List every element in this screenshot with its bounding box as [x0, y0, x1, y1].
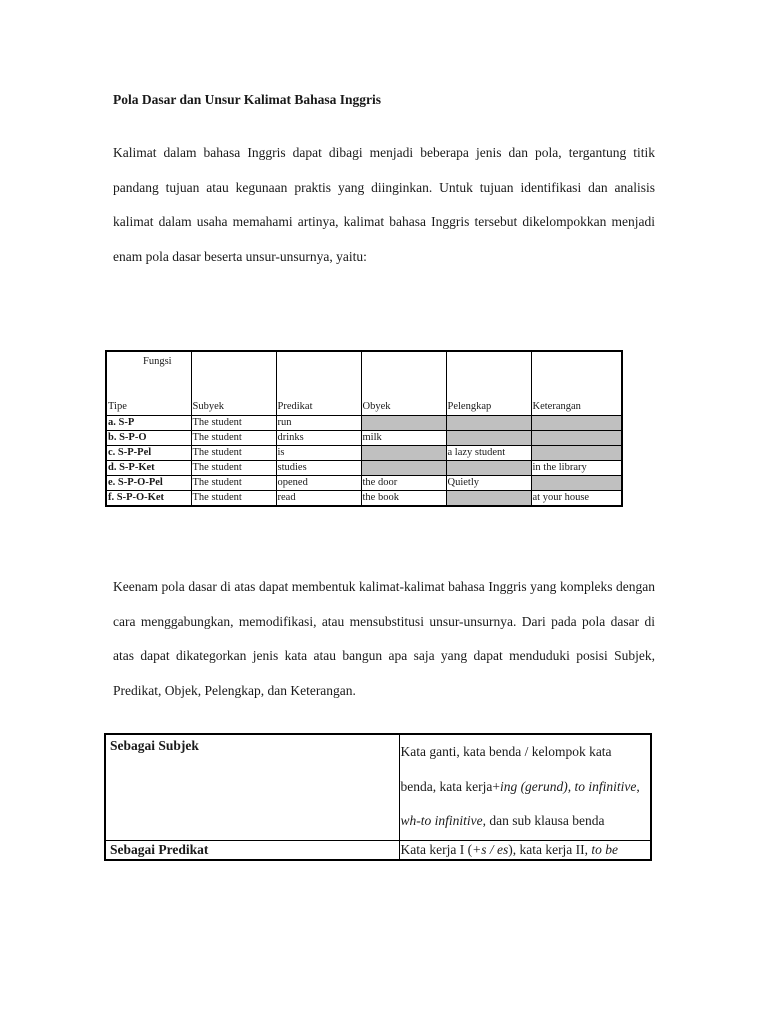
column-header-predikat: Predikat	[276, 351, 361, 416]
pattern-type-cell: d. S-P-Ket	[106, 461, 191, 476]
pattern-cell-pelengkap	[446, 416, 531, 431]
pattern-cell-keterangan	[531, 416, 622, 431]
sentence-pattern-table	[105, 350, 623, 507]
intro-paragraph: Kalimat dalam bahasa Inggris dapat dibagi menjadi beberapa jenis dan pola, tergantung titik pandang tujuan atau kegunaan praktis yang diinginkan. Untuk tujuan identifikasi dan analisis kalimat dalam usaha memahami artinya, kalimat bahasa Inggris tersebut dikelompokkan menjadi enam pola dasar beserta unsur-unsurnya, yaitu:	[113, 145, 655, 265]
column-header-obyek: Obyek	[361, 351, 446, 416]
pattern-table-body	[106, 416, 622, 507]
pattern-row	[106, 446, 622, 461]
pattern-cell-subyek: The student	[191, 446, 276, 461]
pattern-cell-predikat: studies	[276, 461, 361, 476]
pattern-type-cell: e. S-P-O-Pel	[106, 476, 191, 491]
pattern-cell-obyek	[361, 416, 446, 431]
word-class-row-predikat	[105, 841, 651, 861]
pattern-cell-pelengkap	[446, 461, 531, 476]
pattern-cell-subyek: The student	[191, 431, 276, 446]
description-text-part: wh-to infinitive	[400, 813, 483, 829]
pattern-cell-pelengkap: a lazy student	[446, 446, 531, 461]
description-text-part: Kata kerja I (	[400, 842, 473, 858]
pattern-cell-subyek: The student	[191, 476, 276, 491]
pattern-cell-obyek	[361, 461, 446, 476]
pattern-cell-obyek: milk	[361, 431, 446, 446]
pattern-cell-predikat: is	[276, 446, 361, 461]
pattern-cell-predikat: drinks	[276, 431, 361, 446]
role-cell-subjek: Sebagai Subjek	[105, 734, 399, 841]
pattern-cell-obyek	[361, 446, 446, 461]
corner-header-cell	[106, 351, 191, 416]
pattern-row	[106, 431, 622, 446]
pattern-cell-keterangan: at your house	[531, 491, 622, 507]
word-class-table	[104, 733, 652, 861]
description-text-part: , dan sub klausa benda	[482, 813, 605, 829]
description-cell-predikat	[399, 841, 651, 861]
pattern-row	[106, 491, 622, 507]
description-cell-subjek	[399, 734, 651, 841]
pattern-cell-predikat: run	[276, 416, 361, 431]
pattern-cell-obyek: the door	[361, 476, 446, 491]
pattern-table-header-row	[106, 351, 622, 416]
pattern-cell-predikat: read	[276, 491, 361, 507]
pattern-row	[106, 476, 622, 491]
tipe-label: Tipe	[108, 401, 127, 412]
explanation-paragraph: Keenam pola dasar di atas dapat membentuk kalimat-kalimat bahasa Inggris yang kompleks dengan cara menggabungkan, memodifikasi, atau mensubstitusi unsur-unsurnya. Dari pada pola dasar di atas dapat dikategorkan jenis kata atau bangun apa saja yang dapat menduduki posisi Subjek, Predikat, Objek, Pelengkap, dan Keterangan.	[113, 579, 655, 699]
description-text-part: ing (gerund), to infinitive	[499, 778, 637, 794]
column-header-pelengkap: Pelengkap	[446, 351, 531, 416]
pattern-row	[106, 461, 622, 476]
description-text-part: ,	[636, 778, 640, 794]
description-text-part: +s / es	[472, 842, 509, 858]
pattern-cell-pelengkap	[446, 491, 531, 507]
pattern-cell-keterangan	[531, 431, 622, 446]
pattern-row	[106, 416, 622, 431]
pattern-cell-keterangan	[531, 476, 622, 491]
word-class-row-subjek	[105, 734, 651, 841]
pattern-type-cell: c. S-P-Pel	[106, 446, 191, 461]
pattern-type-cell: b. S-P-O	[106, 431, 191, 446]
pattern-cell-keterangan: in the library	[531, 461, 622, 476]
pattern-cell-subyek: The student	[191, 491, 276, 507]
pattern-type-cell: a. S-P	[106, 416, 191, 431]
column-header-keterangan: Keterangan	[531, 351, 622, 416]
pattern-cell-subyek: The student	[191, 461, 276, 476]
description-text-part: ), kata kerja II,	[508, 842, 592, 858]
pattern-type-cell: f. S-P-O-Ket	[106, 491, 191, 507]
description-text-part: to be	[591, 842, 619, 858]
pattern-cell-obyek: the book	[361, 491, 446, 507]
description-text-part: Kata ganti, kata benda / kelompok kata benda, kata kerja+	[400, 744, 612, 794]
column-header-subyek: Subyek	[191, 351, 276, 416]
pattern-cell-pelengkap	[446, 431, 531, 446]
pattern-cell-keterangan	[531, 446, 622, 461]
pattern-cell-pelengkap: Quietly	[446, 476, 531, 491]
pattern-cell-predikat: opened	[276, 476, 361, 491]
role-cell-predikat: Sebagai Predikat	[105, 841, 399, 861]
pattern-cell-subyek: The student	[191, 416, 276, 431]
document-title: Pola Dasar dan Unsur Kalimat Bahasa Inggris	[113, 92, 382, 107]
fungsi-label: Fungsi	[143, 356, 172, 367]
